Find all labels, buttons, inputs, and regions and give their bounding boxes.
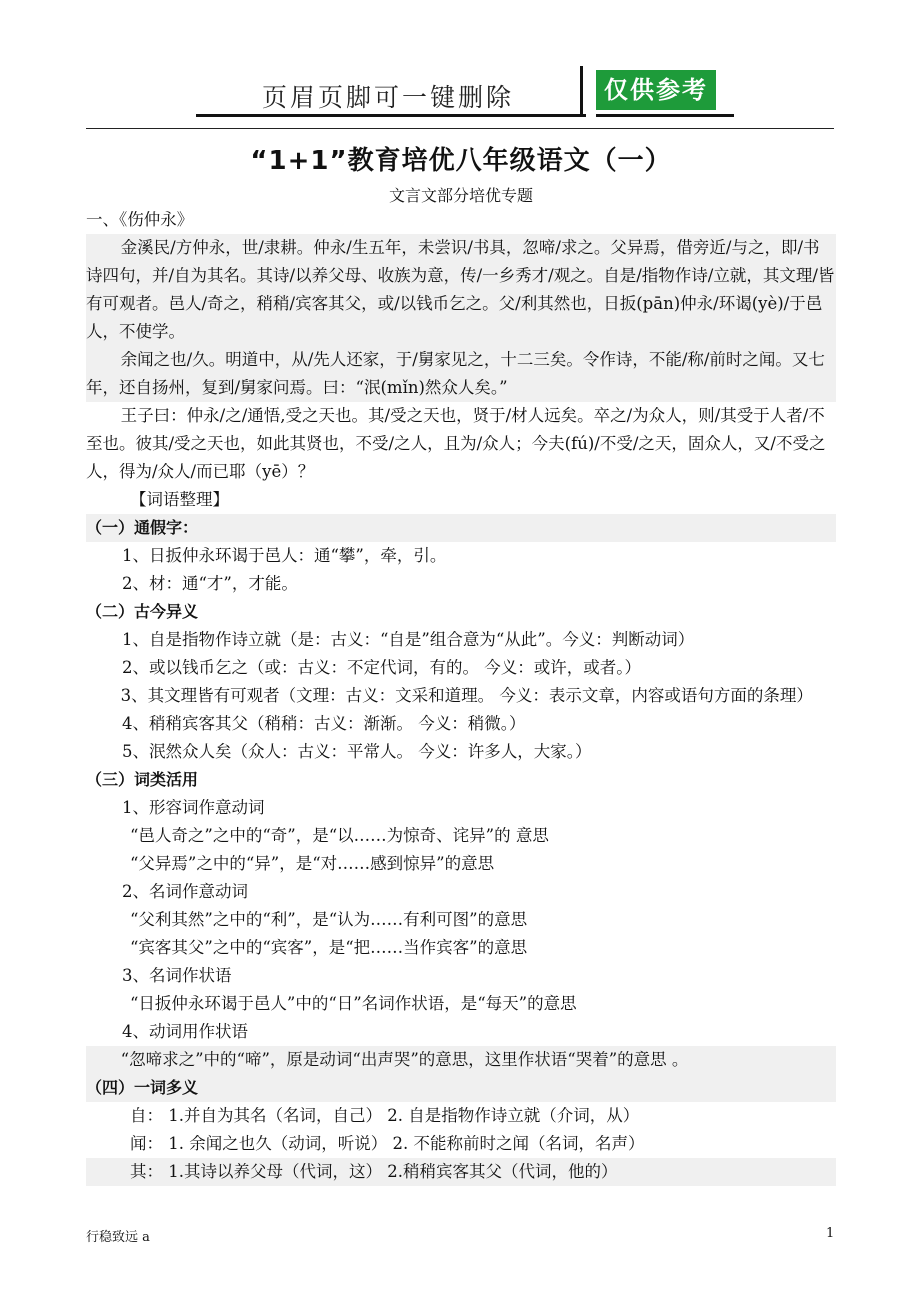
gujin-item: 5、泯然众人矣（众人：古义：平常人。 今义：许多人，大家。） (122, 742, 592, 761)
banner-underline (196, 114, 586, 117)
gujin-item: 2、或以钱币乞之（或：古义：不定代词，有的。 今义：或许，或者。） (122, 658, 641, 677)
banner-left-text: 页眉页脚可一键删除 (262, 83, 515, 112)
vocab-heading: 【词语整理】 (130, 490, 229, 509)
cilei-subheading: 1、形容词作意动词 (122, 798, 265, 817)
cilei-heading: （三）词类活用 (86, 770, 199, 789)
banner-divider (580, 66, 583, 116)
text-paragraph-3: 王子曰：仲永/之/通悟,受之天也。其/受之天也，贤于/材人远矣。卒之/为众人，则/其受于人者/不至也。彼其/受之天也，如此其贤也，不受/之人，且为/众人；今夫(fú)/不受/之天，固众人，又/不受之人，得为/众人/而已耶（yē）？ (86, 406, 826, 481)
yici-row: 闻： 1. 余闻之也久（动词，听说） 2. 不能称前时之闻（名词，名声） (130, 1134, 645, 1153)
banner-badge-underline (596, 114, 734, 117)
doc-title: “1+1”教育培优八年级语文（一） (250, 146, 672, 176)
yici-row: 自： 1.并自为其名（名词，自己） 2. 自是指物作诗立就（介词，从） (130, 1106, 640, 1125)
banner-badge: 仅供参考 (596, 70, 716, 110)
doc-subtitle: 文言文部分培优专题 (388, 186, 533, 205)
gujin-item: 1、自是指物作诗立就（是：古义：“自是”组合意为“从此”。今义：判断动词） (122, 630, 695, 649)
gujin-heading: （二）古今异义 (86, 602, 199, 621)
cilei-example: “日扳仲永环谒于邑人”中的“日”名词作状语，是“每天”的意思 (130, 994, 577, 1013)
text-paragraph-2: 余闻之也/久。明道中，从/先人还家，于/舅家见之，十二三矣。令作诗，不能/称/前时之闻。又七年，还自扬州，复到/舅家问焉。曰：“泯(mǐn)然众人矣。” (86, 346, 836, 402)
footer-text: 行稳致远 a (86, 1230, 150, 1245)
tongjia-item: 1、日扳仲永环谒于邑人：通“攀”，牵，引。 (122, 546, 447, 565)
cilei-subheading: 3、名词作状语 (122, 966, 232, 985)
gujin-item: 4、稍稍宾客其父（稍稍：古义：渐渐。 今义：稍微。） (122, 714, 526, 733)
gujin-item: 3、其文理皆有可观者（文理：古义：文采和道理。 今义：表示文章，内容或语句方面的条理） (120, 686, 813, 705)
yici-heading: （四）一词多义 (86, 1074, 836, 1102)
tongjia-item: 2、材：通“才”，才能。 (122, 574, 298, 593)
cilei-example: “父异焉”之中的“异”，是“对……感到惊异”的意思 (130, 854, 495, 873)
page-number: 1 (826, 1226, 835, 1241)
cilei-example: “父利其然”之中的“利”，是“认为……有利可图”的意思 (130, 910, 528, 929)
yici-row: 其： 1.其诗以养父母（代词，这） 2.稍稍宾客其父（代词，他的） (86, 1158, 836, 1186)
header-banner (0, 0, 920, 132)
cilei-example: “忽啼求之”中的“啼”，原是动词“出声哭”的意思，这里作状语“哭着”的意思 。 (86, 1046, 836, 1074)
tongjia-heading: （一）通假字： (86, 514, 836, 542)
text-paragraph-1: 金溪民/方仲永，世/隶耕。仲永/生五年，未尝识/书具，忽啼/求之。父异焉，借旁近/与之，即/书诗四句，并/自为其名。其诗/以养父母、收族为意，传/一乡秀才/观之。自是/指物作诗/立就，其文理/皆有可观者。邑人/奇之，稍稍/宾客其父，或/以钱币乞之。父/利其然也，日扳(pān)仲永/环谒(yè)/于邑人，不使学。 (86, 234, 836, 346)
document-body (86, 136, 836, 1186)
header-rule (86, 128, 834, 129)
section-heading: 一、《伤仲永》 (86, 210, 194, 229)
cilei-example: “宾客其父”之中的“宾客”，是“把……当作宾客”的意思 (130, 938, 528, 957)
cilei-subheading: 2、名词作意动词 (122, 882, 248, 901)
cilei-subheading: 4、动词用作状语 (122, 1022, 248, 1041)
cilei-example: “邑人奇之”之中的“奇”，是“以……为惊奇、诧异”的 意思 (130, 826, 549, 845)
